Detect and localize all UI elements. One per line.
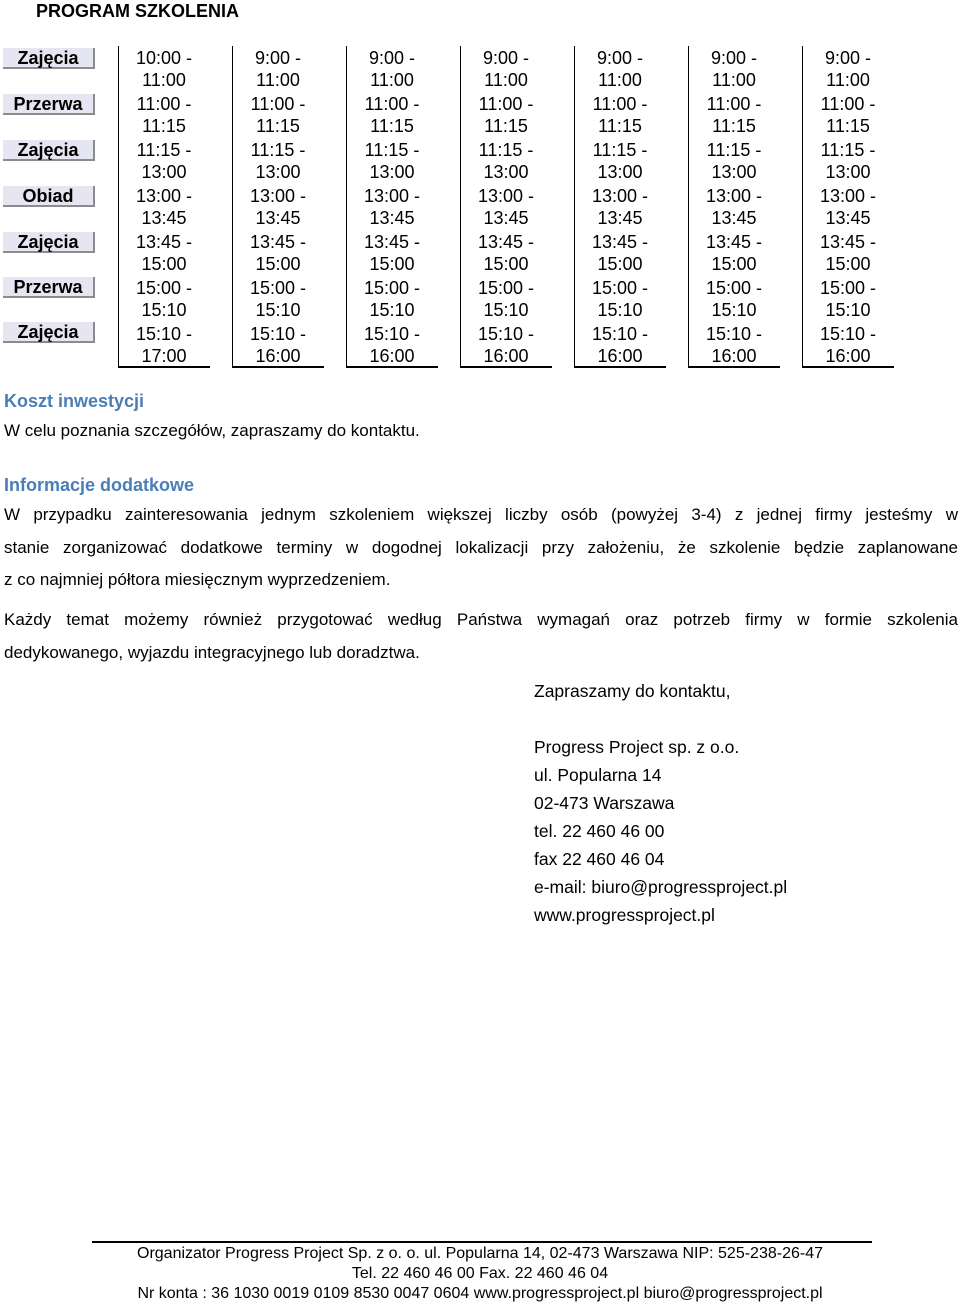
time-end: 11:15: [484, 116, 528, 136]
row-label-1: Zajęcia: [3, 48, 95, 69]
time-start: 11:15 -: [706, 140, 762, 160]
day-column-5: [574, 46, 666, 368]
time-cell: [689, 230, 779, 277]
time-start: 11:00 -: [592, 94, 648, 114]
time-end: 11:15: [370, 116, 414, 136]
time-start: 15:00 -: [591, 278, 649, 298]
contact-street: ul. Popularna 14: [534, 765, 662, 785]
time-end: 15:00: [825, 254, 871, 274]
time-end: 16:00: [255, 346, 301, 366]
time-start: 10:00 -: [135, 48, 193, 68]
time-start: 15:10 -: [249, 324, 307, 344]
time-start: 9:00 -: [254, 48, 302, 68]
time-end: 11:15: [712, 116, 756, 136]
time-cell: [119, 184, 209, 231]
time-end: 13:45: [711, 208, 757, 228]
time-start: 11:15 -: [364, 140, 420, 160]
time-cell: [347, 184, 437, 231]
time-end: 15:00: [255, 254, 301, 274]
time-start: 13:45 -: [135, 232, 193, 252]
time-start: 11:15 -: [250, 140, 306, 160]
time-cell: [803, 276, 893, 323]
cost-text: W celu poznania szczegółów, zapraszamy do kontaktu.: [4, 421, 420, 440]
row-label-4: Obiad: [3, 186, 95, 207]
time-start: 11:00 -: [250, 94, 306, 114]
time-cell: [461, 46, 551, 93]
time-end: 17:00: [141, 346, 187, 366]
time-start: 9:00 -: [596, 48, 644, 68]
time-cell: [803, 184, 893, 231]
time-end: 11:15: [142, 116, 186, 136]
time-end: 15:00: [597, 254, 643, 274]
time-end: 13:00: [711, 162, 757, 182]
time-start: 15:10 -: [363, 324, 421, 344]
time-start: 15:10 -: [135, 324, 193, 344]
time-end: 11:00: [826, 70, 870, 90]
time-end: 15:00: [483, 254, 529, 274]
contact-fax: fax 22 460 46 04: [534, 849, 665, 869]
time-start: 11:00 -: [706, 94, 762, 114]
time-start: 13:00 -: [249, 186, 307, 206]
time-end: 15:10: [141, 300, 187, 320]
time-start: 11:00 -: [478, 94, 534, 114]
time-cell: [347, 46, 437, 93]
info-heading: Informacje dodatkowe: [4, 475, 195, 495]
time-end: 16:00: [711, 346, 757, 366]
time-start: 13:45 -: [477, 232, 535, 252]
time-start: 9:00 -: [710, 48, 758, 68]
time-cell: [119, 46, 209, 93]
time-cell: [233, 46, 323, 93]
time-cell: [803, 322, 893, 369]
time-cell: [347, 322, 437, 369]
time-end: 15:00: [711, 254, 757, 274]
page-title: PROGRAM SZKOLENIA: [36, 1, 240, 21]
time-cell: [233, 92, 323, 139]
day-column-2: [232, 46, 324, 368]
time-start: 13:00 -: [819, 186, 877, 206]
time-start: 15:10 -: [705, 324, 763, 344]
time-end: 13:45: [483, 208, 529, 228]
time-cell: [347, 138, 437, 185]
time-end: 13:45: [825, 208, 871, 228]
time-start: 11:00 -: [820, 94, 876, 114]
time-start: 9:00 -: [368, 48, 416, 68]
day-column-6: [688, 46, 780, 368]
time-start: 11:15 -: [136, 140, 192, 160]
time-start: 11:15 -: [478, 140, 534, 160]
time-end: 16:00: [369, 346, 415, 366]
footer-divider: [92, 1241, 872, 1243]
time-start: 9:00 -: [482, 48, 530, 68]
time-start: 13:00 -: [363, 186, 421, 206]
time-start: 11:15 -: [820, 140, 876, 160]
time-end: 16:00: [825, 346, 871, 366]
time-start: 13:00 -: [705, 186, 763, 206]
time-cell: [575, 322, 665, 369]
info-paragraph-1-line-1: W przypadku zainteresowania jednym szkoleniem większej liczby osób (powyżej 3-4) z jednej firmy jesteśmy w: [4, 505, 958, 524]
time-start: 13:45 -: [591, 232, 649, 252]
time-start: 13:45 -: [363, 232, 421, 252]
contact-phone: tel. 22 460 46 00: [534, 821, 665, 841]
row-label-3: Zajęcia: [3, 140, 95, 161]
time-cell: [689, 92, 779, 139]
contact-company: Progress Project sp. z o.o.: [534, 737, 740, 757]
time-start: 13:45 -: [819, 232, 877, 252]
time-cell: [689, 322, 779, 369]
time-start: 15:00 -: [477, 278, 535, 298]
time-cell: [803, 46, 893, 93]
contact-email[interactable]: e-mail: biuro@progressproject.pl: [534, 877, 788, 897]
time-end: 13:45: [141, 208, 187, 228]
time-end: 11:15: [826, 116, 870, 136]
time-end: 11:00: [484, 70, 528, 90]
time-cell: [347, 92, 437, 139]
time-start: 15:10 -: [591, 324, 649, 344]
time-end: 13:00: [369, 162, 415, 182]
row-label-7: Zajęcia: [3, 322, 95, 343]
time-start: 9:00 -: [824, 48, 872, 68]
time-cell: [233, 322, 323, 369]
time-end: 13:00: [483, 162, 529, 182]
time-end: 13:00: [141, 162, 187, 182]
time-cell: [575, 276, 665, 323]
time-cell: [119, 322, 209, 369]
info-paragraph-2-line-2: dedykowanego, wyjazdu integracyjnego lub doradztwa.: [4, 643, 420, 662]
time-end: 13:45: [369, 208, 415, 228]
time-end: 15:00: [369, 254, 415, 274]
time-start: 15:10 -: [819, 324, 877, 344]
time-cell: [461, 184, 551, 231]
footer-line-3: Nr konta : 36 1030 0019 0109 8530 0047 0604 www.progressproject.pl biuro@progressproject.pl: [137, 1285, 823, 1302]
time-end: 15:00: [141, 254, 187, 274]
time-cell: [803, 92, 893, 139]
time-cell: [575, 184, 665, 231]
time-cell: [803, 230, 893, 277]
time-cell: [461, 230, 551, 277]
time-start: 13:00 -: [135, 186, 193, 206]
time-end: 11:00: [598, 70, 642, 90]
info-paragraph-2-line-1: Każdy temat możemy również przygotować według Państwa wymagań oraz potrzeb firmy w formie szkolenia: [4, 610, 958, 629]
time-cell: [347, 230, 437, 277]
time-start: 11:15 -: [592, 140, 648, 160]
time-end: 15:10: [597, 300, 643, 320]
time-end: 16:00: [597, 346, 643, 366]
time-end: 11:00: [712, 70, 756, 90]
time-end: 15:10: [369, 300, 415, 320]
time-cell: [461, 276, 551, 323]
footer-line-2: Tel. 22 460 46 00 Fax. 22 460 46 04: [351, 1265, 609, 1282]
time-end: 15:10: [483, 300, 529, 320]
time-cell: [575, 92, 665, 139]
time-start: 13:00 -: [591, 186, 649, 206]
time-cell: [689, 276, 779, 323]
time-end: 15:10: [825, 300, 871, 320]
footer-line-1: Organizator Progress Project Sp. z o. o. ul. Popularna 14, 02-473 Warszawa NIP: 525-238-26-47: [137, 1245, 823, 1262]
time-cell: [689, 184, 779, 231]
time-cell: [119, 230, 209, 277]
time-cell: [233, 184, 323, 231]
day-column-4: [460, 46, 552, 368]
time-cell: [119, 138, 209, 185]
time-end: 13:00: [825, 162, 871, 182]
day-column-3: [346, 46, 438, 368]
info-paragraph-1-line-2: stanie zorganizować dodatkowe terminy w dogodnej lokalizacji przy założeniu, że szkolenie będzie zaplanowane: [4, 538, 958, 557]
time-end: 11:00: [256, 70, 300, 90]
time-start: 13:45 -: [705, 232, 763, 252]
time-start: 11:00 -: [364, 94, 420, 114]
cost-heading: Koszt inwestycji: [4, 391, 145, 411]
time-start: 13:45 -: [249, 232, 307, 252]
row-label-6: Przerwa: [3, 277, 95, 298]
time-start: 13:00 -: [477, 186, 535, 206]
time-cell: [347, 276, 437, 323]
time-end: 11:15: [256, 116, 300, 136]
time-cell: [689, 138, 779, 185]
time-end: 13:00: [255, 162, 301, 182]
time-cell: [803, 138, 893, 185]
contact-website[interactable]: www.progressproject.pl: [534, 905, 715, 925]
contact-invite: Zapraszamy do kontaktu,: [534, 681, 731, 701]
row-label-2: Przerwa: [3, 94, 95, 115]
time-cell: [233, 230, 323, 277]
time-end: 11:00: [142, 70, 186, 90]
info-paragraph-1-line-3: z co najmniej półtora miesięcznym wyprzedzeniem.: [4, 570, 391, 589]
time-end: 15:10: [255, 300, 301, 320]
time-cell: [461, 322, 551, 369]
time-start: 15:00 -: [819, 278, 877, 298]
time-end: 13:00: [597, 162, 643, 182]
time-end: 15:10: [711, 300, 757, 320]
day-column-7: [802, 46, 894, 368]
time-cell: [575, 230, 665, 277]
time-end: 11:15: [598, 116, 642, 136]
time-end: 13:45: [255, 208, 301, 228]
time-start: 15:10 -: [477, 324, 535, 344]
time-cell: [575, 46, 665, 93]
time-start: 11:00 -: [136, 94, 192, 114]
time-cell: [461, 138, 551, 185]
time-start: 15:00 -: [135, 278, 193, 298]
time-cell: [233, 138, 323, 185]
time-cell: [461, 92, 551, 139]
time-end: 16:00: [483, 346, 529, 366]
time-cell: [233, 276, 323, 323]
time-end: 11:00: [370, 70, 414, 90]
time-start: 15:00 -: [249, 278, 307, 298]
time-cell: [689, 46, 779, 93]
time-end: 13:45: [597, 208, 643, 228]
contact-city: 02-473 Warszawa: [534, 793, 675, 813]
time-cell: [119, 276, 209, 323]
time-start: 15:00 -: [363, 278, 421, 298]
time-start: 15:00 -: [705, 278, 763, 298]
time-cell: [575, 138, 665, 185]
row-label-5: Zajęcia: [3, 232, 95, 253]
time-cell: [119, 92, 209, 139]
day-column-1: [118, 46, 210, 368]
